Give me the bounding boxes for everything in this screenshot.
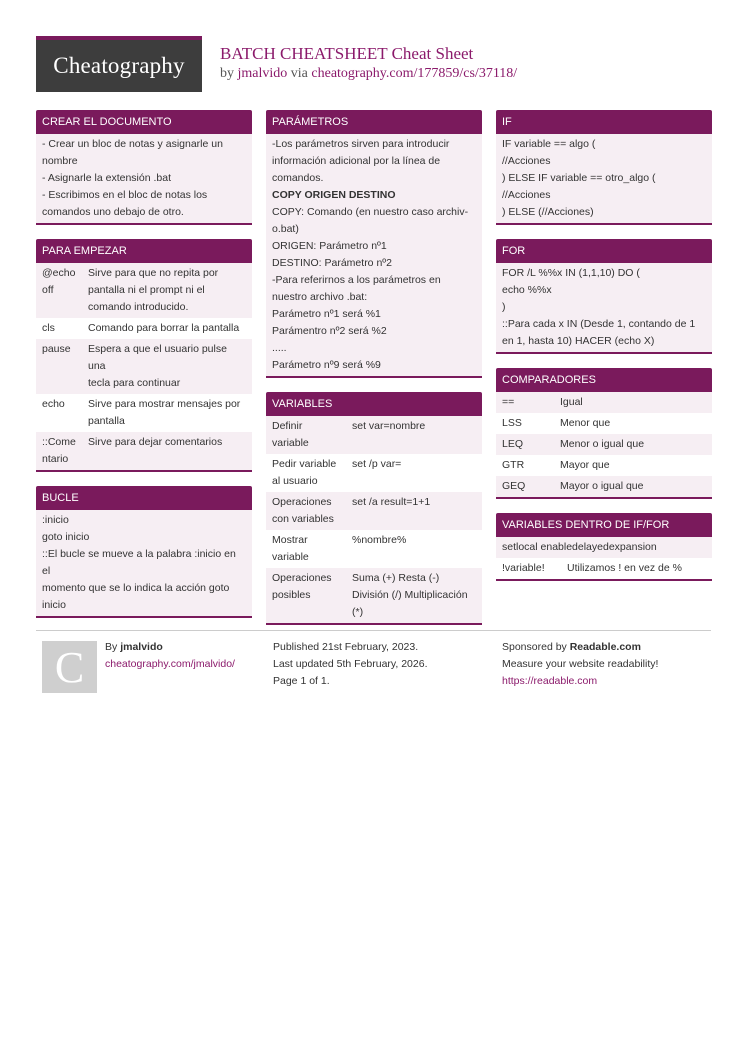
section-header: COMPARADORES [496,368,712,392]
row-value-line: %nombre% [352,534,407,546]
row-key-line: LEQ [502,438,524,450]
text-line: ORIGEN: Parámetro nº1 [272,240,387,252]
text-line: -Los parámetros sirven para introducir [272,138,450,150]
row-key-line: @echo [42,267,76,279]
section-body [496,134,712,223]
text-line: //Acciones [502,189,551,201]
text-line: ..... [272,342,287,354]
table-row [496,558,712,579]
text-line: comandos. [272,172,324,184]
page-title: BATCH CHEATSHEET Cheat Sheet [220,44,474,63]
text-line: información adicional por la línea de [272,155,441,167]
row-value [88,341,246,392]
page-subtitle [220,66,517,82]
table-row [266,568,482,623]
text-line: ) [502,301,506,313]
row-value [352,456,476,490]
row-key-line: Mostrar [272,534,308,546]
row-value-line: Sirve para que no repita por [88,267,219,279]
row-value-line: Espera a que el usuario pulse una [88,343,227,372]
column-2 [266,110,482,639]
row-value-line: pantalla [88,415,125,427]
text-line: -Para referirnos a los parámetros en [272,274,441,286]
row-key [272,494,352,528]
logo-text: Cheatography [53,53,185,78]
text-line: DESTINO: Parámetro nº2 [272,257,392,269]
row-value-line: (*) [352,606,364,618]
cheatography-logo[interactable] [36,36,202,92]
section-crear-documento [36,110,252,225]
row-value [560,436,706,453]
row-value [352,494,476,528]
table-row [36,339,252,394]
row-key-line: == [502,396,515,408]
column-1 [36,110,252,632]
text-line: comandos uno debajo de otro. [42,206,184,218]
text-line: Parámentro nº2 será %2 [272,325,387,337]
footer-author [105,639,235,673]
section-header: PARA EMPEZAR [36,239,252,263]
row-value-line: Mayor o igual que [560,480,644,492]
row-value-line: comando introducido. [88,301,189,313]
row-value [560,478,706,495]
text-line: nuestro archivo .bat: [272,291,368,303]
row-key-line: ::Come [42,436,76,448]
row-key [502,415,560,432]
row-value [352,418,476,452]
footer-dates [273,639,428,690]
row-value [560,394,706,411]
section-table [266,416,482,623]
table-row [36,318,252,339]
sheet-url-link[interactable]: cheatography.com/177859/cs/37118/ [311,66,518,81]
table-row [496,392,712,413]
section-if [496,110,712,225]
text-line: Parámetro nº1 será %1 [272,308,381,320]
page-number: Page 1 of 1. [273,675,330,687]
section-header: VARIABLES [266,392,482,416]
row-key-line: pause [42,343,71,355]
text-line: COPY ORIGEN DESTINO [272,189,396,201]
text-line: - Asignarle la extensión .bat [42,172,171,184]
text-line: momento que se lo indica la acción goto [42,582,230,594]
text-line: inicio [42,599,66,611]
row-key-line: LSS [502,417,522,429]
row-value-line: Suma (+) Resta (-) [352,572,440,584]
text-line: ) ELSE IF variable == otro_algo ( [502,172,656,184]
text-line: echo %%x [502,284,552,296]
sponsored-label: Sponsored by [502,641,567,653]
row-value [560,415,706,432]
updated-date: Last updated 5th February, 2026. [273,658,428,670]
row-key [42,396,88,430]
row-value-line: Sirve para mostrar mensajes por [88,398,241,410]
row-value-line: División (/) Multiplicación [352,589,468,601]
row-value [352,532,476,566]
row-key [502,457,560,474]
author-link[interactable]: jmalvido [237,66,288,81]
row-value [352,570,476,621]
row-text: setlocal enabledelayedexpansion [502,541,657,553]
table-row [496,413,712,434]
row-key [502,394,560,411]
section-parametros [266,110,482,378]
row-key-line: Pedir variable [272,458,337,470]
table-row [266,492,482,530]
footer-by-label: By [105,641,118,653]
section-bucle [36,486,252,618]
row-value: Utilizamos ! en vez de % [567,562,682,574]
row-key [42,265,88,316]
text-line: ) ELSE (//Acciones) [502,206,594,218]
table-row [36,432,252,470]
row-key-line: cls [42,322,55,334]
text-line: - Escribimos en el bloc de notas los [42,189,208,201]
section-header: VARIABLES DENTRO DE IF/FOR [496,513,712,537]
text-line: //Acciones [502,155,551,167]
row-value-line: pantalla ni el prompt ni el [88,284,205,296]
row-key-line: variable [272,551,309,563]
section-variables [266,392,482,625]
section-variables-if-for [496,513,712,581]
text-line: IF variable == algo ( [502,138,596,150]
row-key-line: off [42,284,54,296]
text-line: COPY: Comando (en nuestro caso archiv- [272,206,469,218]
text-line: nombre [42,155,78,167]
published-date: Published 21st February, 2023. [273,641,419,653]
row-key-line: Operaciones [272,496,332,508]
section-para-empezar [36,239,252,472]
section-body [36,510,252,616]
row-key-line: Definir [272,420,303,432]
column-3 [496,110,712,595]
footer-author-link[interactable]: cheatography.com/jmalvido/ [105,658,235,670]
sponsor-link[interactable]: https://readable.com [502,675,598,687]
row-key [272,532,352,566]
row-key-line: con variables [272,513,334,525]
author-avatar[interactable]: C [42,641,97,693]
row-key [42,341,88,392]
section-body [496,263,712,352]
text-line: en 1, hasta 10) HACER (echo X) [502,335,655,347]
section-table [496,392,712,497]
text-line: FOR /L %%x IN (1,1,10) DO ( [502,267,640,279]
section-header: PARÁMETROS [266,110,482,134]
table-row [36,394,252,432]
text-line: o.bat) [272,223,299,235]
table-row [496,455,712,476]
row-value [88,434,246,468]
row-key [272,418,352,452]
section-body [266,134,482,376]
by-label: by [220,66,234,81]
text-line: Parámetro nº9 será %9 [272,359,381,371]
row-key-line: echo [42,398,65,410]
row-value [88,265,246,316]
row-value-line: Menor que [560,417,611,429]
row-key [272,456,352,490]
row-key [42,320,88,337]
section-for [496,239,712,354]
section-comparadores [496,368,712,499]
row-key: !variable! [502,562,545,574]
text-line: - Crear un bloc de notas y asignarle un [42,138,223,150]
table-row [266,530,482,568]
text-line: ::Para cada x IN (Desde 1, contando de 1 [502,318,696,330]
text-line: ::El bucle se mueve a la palabra :inicio en el [42,548,236,577]
table-row [496,434,712,455]
row-key [502,436,560,453]
row-value [560,457,706,474]
row-key-line: al usuario [272,475,318,487]
table-row [36,263,252,318]
table-row [496,537,712,558]
row-key-line: Operaciones [272,572,332,584]
row-value-line: Menor o igual que [560,438,645,450]
row-value-line: Igual [560,396,583,408]
row-key [42,434,88,468]
row-value [88,396,246,430]
row-key-line: variable [272,437,309,449]
row-value-line: set var=nombre [352,420,426,432]
row-key-line: ntario [42,453,69,465]
section-header: BUCLE [36,486,252,510]
row-value-line: Sirve para dejar comentarios [88,436,223,448]
section-body [36,134,252,223]
footer [36,630,711,692]
table-row [496,476,712,497]
footer-author-name: jmalvido [120,641,163,653]
sponsor-name: Readable.com [569,641,641,653]
row-value [88,320,246,337]
row-key-line: GTR [502,459,525,471]
text-line: :inicio [42,514,69,526]
row-key [272,570,352,621]
section-header: IF [496,110,712,134]
section-header: CREAR EL DOCUMENTO [36,110,252,134]
footer-sponsor [502,639,658,690]
row-value-line: Comando para borrar la pantalla [88,322,240,334]
row-value-line: set /a result=1+1 [352,496,431,508]
row-value-line: Mayor que [560,459,610,471]
sponsor-tagline: Measure your website readability! [502,658,659,670]
row-key-line: GEQ [502,480,526,492]
section-table [36,263,252,470]
row-value-line: tecla para continuar [88,377,181,389]
section-header: FOR [496,239,712,263]
text-line: goto inicio [42,531,90,543]
row-key [502,478,560,495]
row-key-line: posibles [272,589,311,601]
via-label: via [290,66,308,81]
row-value-line: set /p var= [352,458,402,470]
table-row [266,416,482,454]
table-row [266,454,482,492]
